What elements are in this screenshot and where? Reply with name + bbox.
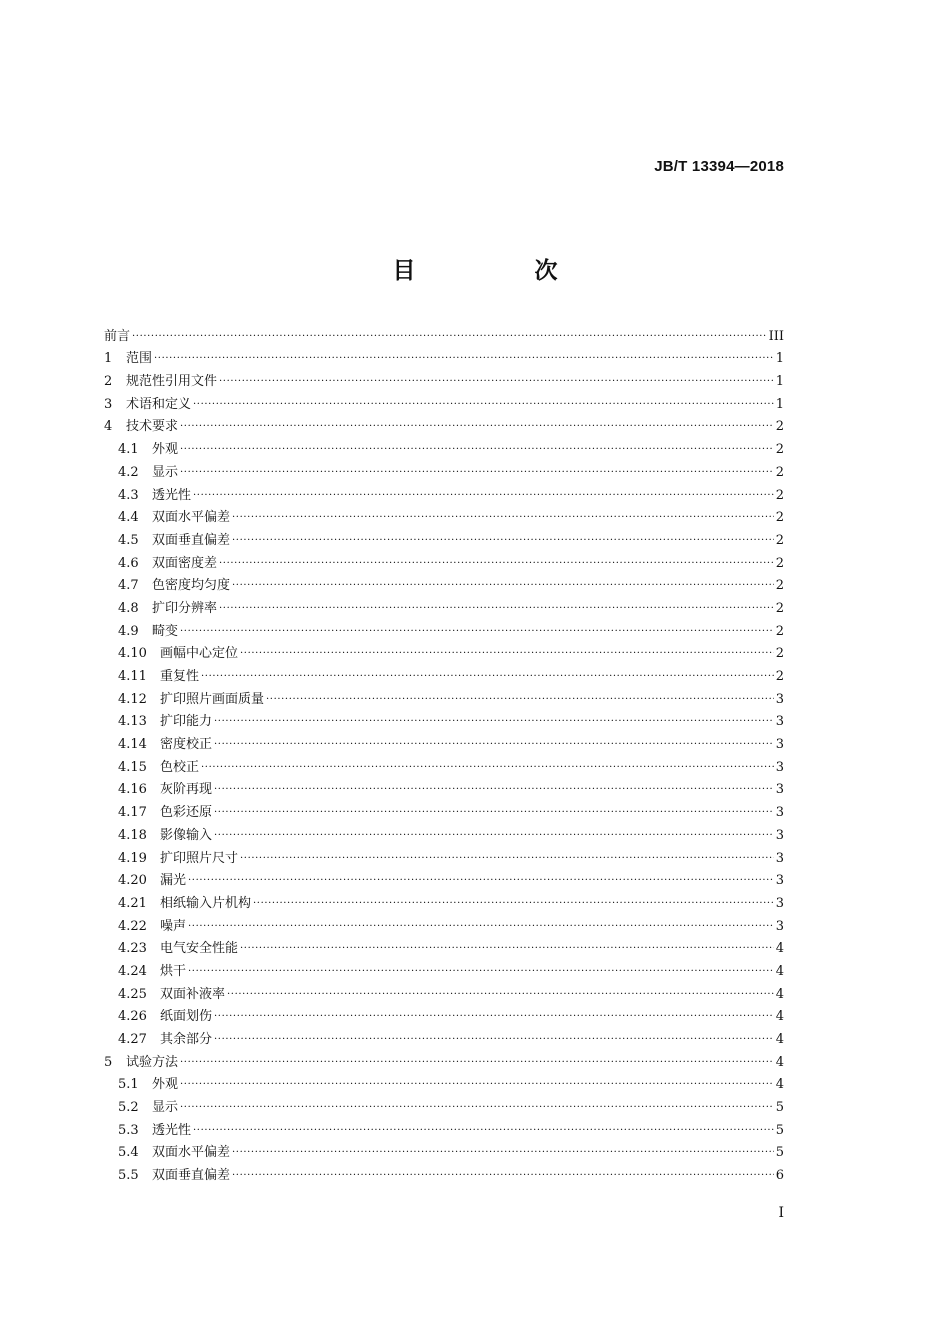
toc-entry-number: 4.22 — [118, 918, 147, 934]
toc-leader-dots — [240, 851, 774, 867]
toc-entry[interactable] — [104, 549, 784, 572]
toc-entry-number: 4.13 — [118, 714, 147, 730]
toc-leader-dots — [180, 419, 774, 435]
toc-entry-title: 色彩还原 — [160, 805, 213, 821]
toc-entry-number: 4.18 — [118, 827, 147, 843]
toc-leader-dots — [253, 896, 774, 912]
toc-entry[interactable] — [104, 1071, 784, 1094]
toc-entry-title: 双面补液率 — [160, 986, 226, 1002]
toc-leader-dots — [214, 714, 774, 730]
toc-entry-page: 2 — [775, 669, 784, 684]
toc-entry-number: 4.2 — [118, 464, 139, 480]
toc-entry[interactable] — [104, 1116, 784, 1139]
toc-leader-dots — [232, 1145, 774, 1161]
toc-entry-title: 外观 — [152, 442, 179, 458]
toc-entry-title: 灰阶再现 — [160, 782, 213, 798]
toc-entry-page: 3 — [775, 737, 784, 753]
toc-entry-number: 4.23 — [118, 941, 147, 957]
toc-entry-title: 影像输入 — [160, 827, 213, 843]
toc-entry-title: 范围 — [126, 351, 153, 367]
toc-entry[interactable] — [104, 730, 784, 753]
page-number: I — [778, 1205, 784, 1221]
toc-entry-number: 4.10 — [118, 646, 147, 662]
toc-entry-title: 漏光 — [160, 873, 187, 889]
toc-entry-title: 前言 — [104, 328, 131, 344]
toc-entry[interactable] — [104, 322, 784, 345]
toc-entry[interactable] — [104, 617, 784, 640]
toc-entry-number: 5.4 — [118, 1145, 139, 1161]
toc-entry-number: 3 — [104, 396, 113, 412]
toc-leader-dots — [180, 1055, 774, 1071]
toc-entry-page: 2 — [775, 510, 784, 526]
toc-leader-dots — [232, 533, 774, 549]
toc-entry-page: 4 — [775, 1054, 784, 1070]
toc-entry-title: 规范性引用文件 — [126, 374, 218, 390]
toc-entry-number: 4.7 — [118, 578, 139, 594]
toc-leader-dots — [232, 1168, 774, 1184]
toc-entry-title: 双面水平偏差 — [152, 510, 231, 526]
toc-entry-number: 4.20 — [118, 873, 147, 889]
toc-entry-page: 3 — [775, 782, 784, 798]
toc-entry-page: 2 — [775, 646, 784, 662]
toc-leader-dots — [193, 397, 774, 413]
toc-entry-title: 扩印照片尺寸 — [160, 850, 239, 866]
toc-entry-title: 试验方法 — [126, 1054, 179, 1070]
toc-leader-dots — [180, 624, 774, 640]
toc-leader-dots — [214, 737, 774, 753]
toc-entry[interactable] — [104, 662, 784, 685]
toc-leader-dots — [188, 919, 774, 935]
toc-entry-page: 6 — [775, 1168, 784, 1184]
toc-entry[interactable] — [104, 708, 784, 731]
toc-entry[interactable] — [104, 390, 784, 413]
toc-leader-dots — [154, 351, 774, 367]
toc-entry-page: 1 — [775, 374, 784, 390]
toc-entry-title: 术语和定义 — [126, 396, 192, 412]
toc-entry-page: 5 — [775, 1145, 784, 1161]
toc-entry-page: 2 — [775, 442, 784, 458]
toc-entry-number: 2 — [104, 374, 113, 390]
toc-leader-dots — [180, 465, 774, 481]
toc-entry-title: 显示 — [152, 464, 179, 480]
toc-entry-page: 3 — [775, 827, 784, 843]
toc-entry-title: 透光性 — [152, 487, 192, 503]
document-code: JB/T 13394—2018 — [654, 158, 784, 175]
table-of-contents — [104, 322, 784, 1184]
toc-entry-page: 2 — [775, 419, 784, 435]
toc-entry[interactable] — [104, 957, 784, 980]
toc-entry-title: 重复性 — [160, 669, 200, 684]
toc-entry-title: 畸变 — [152, 623, 179, 639]
toc-leader-dots — [219, 556, 774, 572]
toc-entry[interactable] — [104, 753, 784, 776]
toc-entry-title: 透光性 — [152, 1122, 192, 1138]
toc-leader-dots — [266, 692, 774, 708]
toc-leader-dots — [214, 1009, 774, 1025]
toc-entry[interactable] — [104, 980, 784, 1003]
toc-leader-dots — [232, 578, 774, 594]
toc-entry[interactable] — [104, 685, 784, 708]
toc-entry-page: 2 — [775, 578, 784, 594]
toc-entry-title: 双面垂直偏差 — [152, 532, 231, 548]
toc-entry-title: 噪声 — [160, 918, 187, 934]
toc-entry[interactable] — [104, 367, 784, 390]
toc-entry[interactable] — [104, 844, 784, 867]
toc-leader-dots — [188, 873, 774, 889]
toc-entry-page: 2 — [775, 532, 784, 548]
toc-entry-page: 3 — [775, 918, 784, 934]
toc-leader-dots — [188, 964, 774, 980]
toc-leader-dots — [214, 782, 774, 798]
toc-leader-dots — [201, 760, 774, 776]
toc-entry-title: 双面密度差 — [152, 555, 218, 571]
toc-entry-title: 扩印分辨率 — [152, 600, 218, 616]
toc-entry-title: 纸面划伤 — [160, 1009, 213, 1025]
toc-entry-number: 4.9 — [118, 623, 139, 639]
toc-entry-page: 3 — [775, 691, 784, 707]
toc-entry-page: 2 — [775, 487, 784, 503]
toc-entry-number: 4.11 — [118, 669, 147, 684]
toc-entry[interactable] — [104, 435, 784, 458]
toc-entry-number: 5.3 — [118, 1122, 139, 1138]
toc-entry-title: 密度校正 — [160, 737, 213, 753]
toc-entry-title: 其余部分 — [160, 1032, 213, 1047]
toc-entry[interactable] — [104, 640, 784, 663]
toc-entry-number: 4.24 — [118, 963, 147, 979]
toc-entry[interactable] — [104, 798, 784, 821]
toc-entry[interactable] — [104, 935, 784, 958]
toc-entry-title: 技术要求 — [126, 419, 179, 435]
toc-leader-dots — [132, 329, 767, 345]
toc-entry-title: 扩印照片画面质量 — [160, 691, 265, 707]
toc-entry-number: 4.25 — [118, 986, 147, 1002]
toc-leader-dots — [214, 805, 774, 821]
toc-entry-title: 画幅中心定位 — [160, 646, 239, 662]
toc-entry[interactable] — [104, 594, 784, 617]
toc-leader-dots — [240, 941, 774, 957]
toc-entry[interactable] — [104, 458, 784, 481]
toc-entry-number: 4.1 — [118, 442, 139, 458]
toc-entry[interactable] — [104, 1025, 784, 1048]
toc-entry-title: 双面水平偏差 — [152, 1145, 231, 1161]
toc-entry[interactable] — [104, 504, 784, 527]
toc-entry[interactable] — [104, 526, 784, 549]
toc-entry-page: 4 — [775, 1009, 784, 1025]
toc-entry-page: 4 — [775, 986, 784, 1002]
toc-entry-page: 3 — [775, 873, 784, 889]
toc-entry-number: 4.8 — [118, 600, 139, 616]
toc-entry[interactable] — [104, 345, 784, 368]
toc-entry-page: 3 — [775, 895, 784, 911]
toc-entry-page: 4 — [775, 941, 784, 957]
toc-entry-title: 显示 — [152, 1100, 179, 1116]
toc-entry-page: 5 — [775, 1122, 784, 1138]
toc-entry-number: 4.21 — [118, 895, 147, 911]
toc-entry[interactable] — [104, 1003, 784, 1026]
toc-entry-page: 3 — [775, 805, 784, 821]
toc-leader-dots — [232, 510, 774, 526]
toc-entry-page: III — [768, 328, 784, 344]
toc-leader-dots — [193, 1123, 774, 1139]
toc-entry-page: 1 — [775, 396, 784, 412]
page-title: 目 次 — [392, 258, 606, 284]
toc-entry-page: 2 — [775, 623, 784, 639]
toc-entry-number: 5.1 — [118, 1077, 139, 1093]
toc-leader-dots — [219, 601, 774, 617]
toc-entry-number: 4.14 — [118, 737, 147, 753]
toc-leader-dots — [214, 828, 774, 844]
toc-entry-number: 4.17 — [118, 805, 147, 821]
toc-entry[interactable] — [104, 821, 784, 844]
toc-entry-title: 色校正 — [160, 759, 200, 775]
toc-entry-page: 4 — [775, 1077, 784, 1093]
toc-entry-number: 4.16 — [118, 782, 147, 798]
toc-entry[interactable] — [104, 912, 784, 935]
toc-entry-page: 4 — [775, 1032, 784, 1047]
toc-entry-title: 电气安全性能 — [160, 941, 239, 957]
toc-entry-page: 1 — [775, 351, 784, 367]
toc-entry-page: 2 — [775, 555, 784, 571]
toc-entry-title: 双面垂直偏差 — [152, 1168, 231, 1184]
toc-entry-number: 4.19 — [118, 850, 147, 866]
toc-leader-dots — [180, 442, 774, 458]
toc-entry-number: 4 — [104, 419, 113, 435]
toc-entry-page: 4 — [775, 963, 784, 979]
toc-entry-title: 相纸输入片机构 — [160, 895, 252, 911]
toc-entry-number: 4.5 — [118, 532, 139, 548]
toc-entry-number: 5 — [104, 1054, 113, 1070]
toc-leader-dots — [201, 669, 774, 685]
toc-entry-number: 4.6 — [118, 555, 139, 571]
toc-entry[interactable] — [104, 572, 784, 595]
toc-entry-number: 4.26 — [118, 1009, 147, 1025]
toc-entry-number: 4.12 — [118, 691, 147, 707]
toc-entry[interactable] — [104, 867, 784, 890]
toc-leader-dots — [240, 646, 774, 662]
toc-leader-dots — [180, 1077, 774, 1093]
toc-entry[interactable] — [104, 889, 784, 912]
toc-entry[interactable] — [104, 1139, 784, 1162]
toc-entry[interactable] — [104, 1093, 784, 1116]
toc-entry-title: 外观 — [152, 1077, 179, 1093]
toc-entry-title: 色密度均匀度 — [152, 578, 231, 594]
toc-entry-page: 3 — [775, 850, 784, 866]
toc-entry-number: 4.15 — [118, 759, 147, 775]
toc-entry[interactable] — [104, 481, 784, 504]
toc-leader-dots — [227, 987, 774, 1003]
toc-leader-dots — [214, 1032, 774, 1048]
toc-entry[interactable] — [104, 776, 784, 799]
toc-entry[interactable] — [104, 1048, 784, 1071]
toc-entry-number: 5.2 — [118, 1100, 139, 1116]
toc-entry-page: 2 — [775, 600, 784, 616]
toc-entry-number: 1 — [104, 351, 113, 367]
toc-leader-dots — [180, 1100, 774, 1116]
toc-entry-number: 4.27 — [118, 1032, 147, 1047]
toc-entry-page: 5 — [775, 1100, 784, 1116]
toc-entry-number: 4.4 — [118, 510, 139, 526]
toc-leader-dots — [219, 374, 774, 390]
toc-entry[interactable] — [104, 413, 784, 436]
toc-entry-page: 3 — [775, 714, 784, 730]
toc-leader-dots — [193, 488, 774, 504]
toc-entry-title: 烘干 — [160, 963, 187, 979]
toc-entry-page: 2 — [775, 464, 784, 480]
toc-entry-number: 5.5 — [118, 1168, 139, 1184]
toc-entry-page: 3 — [775, 759, 784, 775]
toc-entry-title: 扩印能力 — [160, 714, 213, 730]
toc-entry-number: 4.3 — [118, 487, 139, 503]
toc-entry[interactable] — [104, 1161, 784, 1184]
